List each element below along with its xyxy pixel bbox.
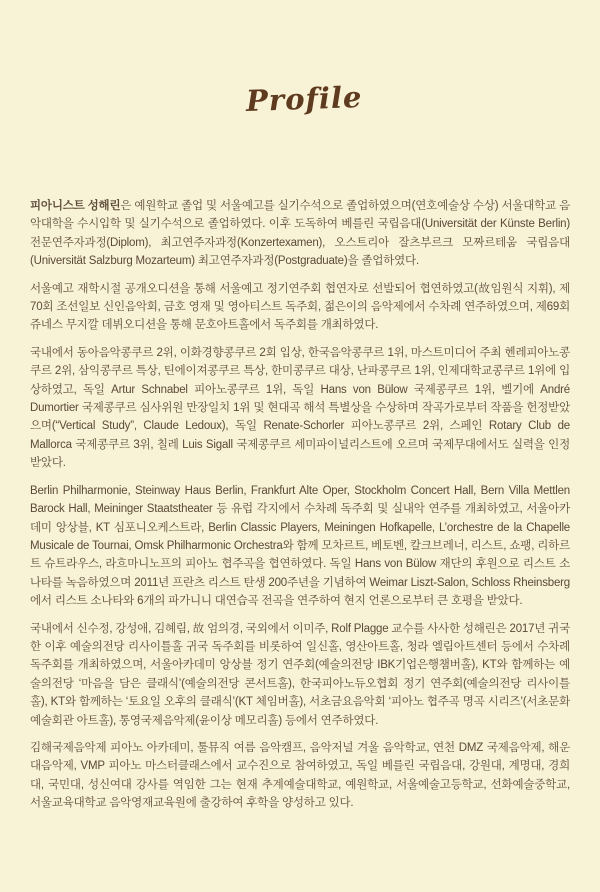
bio-paragraph-competitions: 국내에서 동아음악콩쿠르 2위, 이화경향콩쿠르 2회 입상, 한국음악콩쿠르 1위, 마스트미디어 주최 헨레피아노콩쿠르 2위, 삼익콩쿠르 특상, 틴에이져콩쿠르 특상, 한미콩쿠르 대상, 난파콩쿠르 1위, 인제대학교콩쿠르 1위에 입상하였고, 독일 Artur Schnabel 피아노콩쿠르 1위, 독일 Hans von Bülow 국제콩쿠르 1위, 벨기에 André Dumortier 국제콩쿠르 심사위원 만장일치 1위 및 현대곡 해석 특별상을 수상하며 작곡가로부터 작품을 헌정받았으며(“Vertical Study”, Claude Ledoux), 독일 Renate-Schorler 피아노콩쿠르 2위, 스페인 Rotary Club de Mallorca 국제콩쿠르 3위, 칠레 Luis Sigall 국제콩쿠르 세미파이널리스트에 오르며 국제무대에서도 실력을 인정받았다. [30, 346, 570, 470]
bio-paragraph-early-career: 서울예고 재학시절 공개오디션을 통해 서울예고 정기연주회 협연자로 선발되어 협연하였고(故임원식 지휘), 제70회 조선일보 신인음악회, 금호 영재 및 영아티스트 독주회, 젊은이의 음악제에서 수차례 연주하였으며, 제69회 쥬네스 무지깔 데뷔오디션을 통해 문호아트홀에서 독주회를 개최하였다. [30, 282, 570, 332]
bio-paragraph-education [30, 197, 570, 271]
bio-paragraph-teachers-recitals: 국내에서 신수정, 강성애, 김혜림, 故 엄의경, 국외에서 이미주, Rolf Plagge 교수를 사사한 성해린은 2017년 귀국한 이후 예술의전당 리사이틀홀 귀국 독주회를 비롯하여 일신홀, 영산아트홀, 청라 엘림아트센터 등에서 수차례 독주회를 개최하였으며, 서울아카데미 앙상블 정기 연주회(예술의전당 IBK기업은행챔버홀), KT와 함께하는 예술의전당 ‘마음을 담은 클래식’(예술의전당 콘서트홀), 한국피아노듀오협회 정기 연주회(예술의전당 리사이틀홀), KT와 함께하는 ‘토요일 오후의 클래식’(KT 체임버홀), 서초금요음악회 ‘피아노 협주곡 명곡 시리즈’(서초문화예술회관 아트홀), 통영국제음악제(윤이상 메모리홀) 등에서 연주하였다. [30, 622, 570, 727]
biography-text [30, 197, 570, 822]
bio-paragraph-education-text: 은 예원학교 졸업 및 서울예고를 실기수석으로 졸업하였으며(연호예술상 수상) 서울대학교 음악대학을 수시입학 및 실기수석으로 졸업하였다. 이후 도독하여 베를린 국립음대(Universität der Künste Berlin) 전문연주자과정(Diplom), 최고연주자과정(Konzertexamen), 오스트리아 잘츠부르크 모짜르테움 국립음대(Universität Salzburg Mozarteum) 최고연주자과정(Postgraduate)을 졸업하였다. [30, 200, 570, 268]
pianist-name-lead: 피아니스트 성해린 [30, 200, 121, 212]
page-title: Profile [245, 79, 363, 119]
bio-paragraph-performances: Berlin Philharmonie, Steinway Haus Berlin, Frankfurt Alte Oper, Stockholm Concert Hall, Bern Villa Mettlen Barock Hall, Meininger Staatstheater 등 유럽 각지에서 수차례 독주회 및 실내악 연주를 개최하였고, 서울아카데미 앙상블, KT 심포니오케스트라, Berlin Classic Players, Meiningen Hofkapelle, L’orchestre de la Chapelle Musicale de Tournai, Omsk Philharmonic Orchestra와 함께 모차르트, 베토벤, 칼크브레너, 리스트, 쇼팽, 리하르트 슈트라우스, 라흐마니노프의 피아노 협주곡을 협연하였다. 독일 Hans von Bülow 재단의 후원으로 리스트 소나타를 녹음하였으며 2011년 프란츠 리스트 탄생 200주년을 기념하여 Weimar Liszt-Salon, Schloss Rheinsberg에서 리스트 소나타와 6개의 파가니니 대연습곡 전곡을 연주하여 현지 언론으로부터 큰 호평을 받았다. [30, 484, 570, 608]
bio-paragraph-teaching: 김해국제음악제 피아노 아카데미, 툴뮤직 여름 음악캠프, 음악저널 겨울 음악학교, 연천 DMZ 국제음악제, 해운대음악제, VMP 피아노 마스터클래스에서 교수진으로 참여하였고, 독일 베를린 국립음대, 강원대, 계명대, 경희대, 국민대, 성신여대 강사를 역임한 그는 현재 추계예술대학교, 예원학교, 서울예술고등학교, 선화예술중학교, 서울교육대학교 음악영재교육원에 출강하여 후학을 양성하고 있다. [30, 741, 570, 810]
